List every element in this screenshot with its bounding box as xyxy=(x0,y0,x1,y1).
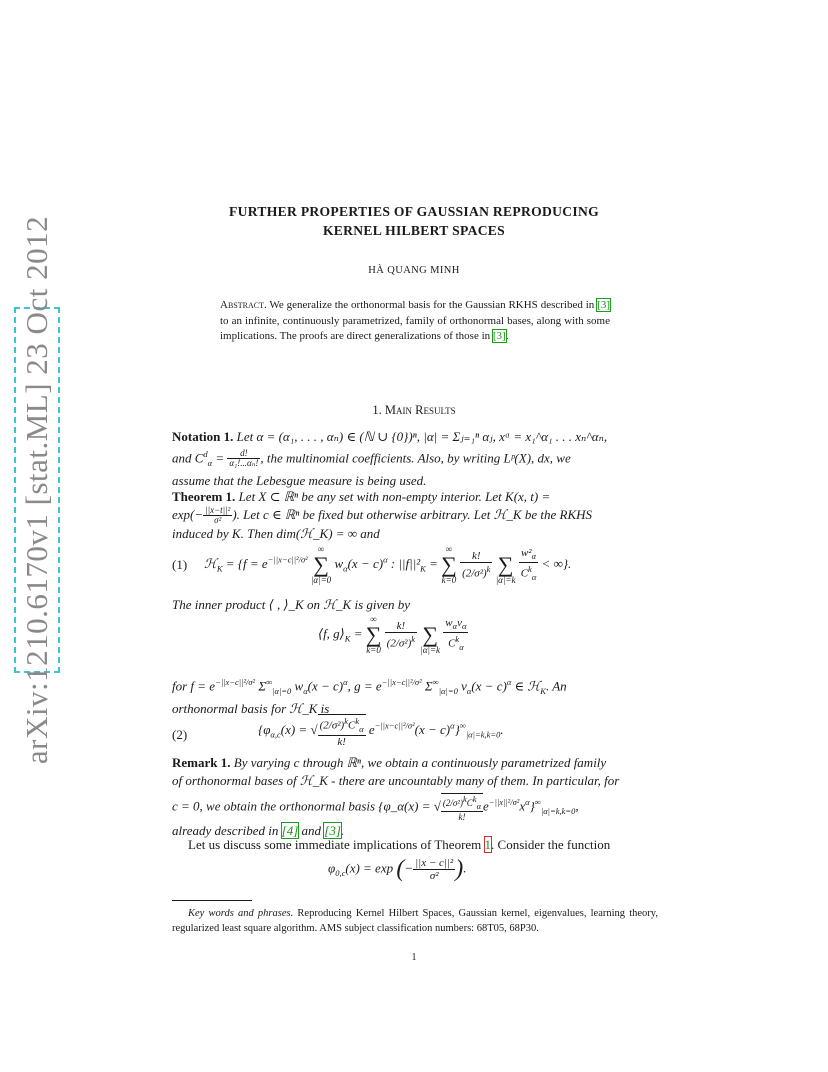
remark-line-1: By varying c through ℝⁿ, we obtain a continuously parametrized family xyxy=(233,755,607,770)
arxiv-stamp: arXiv:1210.6170v1 [stat.ML] 23 Oct 2012 xyxy=(14,307,60,673)
equation-1-number: (1) xyxy=(172,557,188,572)
equation-2: {$\varphi_{\alpha,c}(x)$ = √ $\frac{(2/\sigma^2)^kC^k_\alpha}{k!}$ $e^{-||x-c||^2/\sigma^2}(x - c)^\alpha\}^\infty_{|\alpha|=k,k=0}$. xyxy=(258,716,504,748)
notation-line-1: Let α = (α₁, . . . , αₙ) ∈ (ℕ ∪ {0})ⁿ, |α| = Σⱼ₌₁ⁿ αⱼ, xᵅ = x₁^α₁ . . . xₙ^αₙ, xyxy=(236,429,608,444)
abstract xyxy=(220,298,610,345)
footnote xyxy=(172,907,658,936)
inner-product-text: The inner product ⟨ , ⟩_K on ℋ_K is given by xyxy=(172,597,411,612)
notation-label: Notation 1. xyxy=(172,429,234,444)
remark-line-2: of orthonormal bases of ℋ_K - there are uncountably many of them. In particular, for xyxy=(172,772,620,788)
equation-2-number: (2) xyxy=(172,727,188,742)
theorem-line-2: Let c ∈ ℝⁿ be fixed but otherwise arbitrary. Let ℋ_K be the RKHS xyxy=(243,506,593,522)
remark-line-4b: and xyxy=(298,822,325,838)
multinomial-fraction: $\frac{d!}{\text{α₁!...αₙ!}}$ xyxy=(229,448,259,469)
inner-product-equation: ⟨f, $g⟩_K$ = ∞ ∑ k=0 $\frac{k!}{(2/\sigma^2)^k}$ ∑ |α|=k $\frac{w_\alpha v_\alpha}{C^k_\alpha}$ xyxy=(318,614,467,655)
title-line-2: KERNEL HILBERT SPACES xyxy=(322,223,506,238)
notation-line-3: assume that the Lebesgue measure is being used. xyxy=(172,472,427,488)
remark-block: Remark 1. By varying c through ℝⁿ, we obtain a continuously parametrized family of orthonormal bases of ℋ_K - there are uncountably many of them. In particular, for c = 0, we obtain the orthonormal basis {φ_α(x) = √ $\frac{(2/\sigma^2)^kC^k_\alpha}{k!}$ $e^{-||x||^2/\sigma^2}x^\alpha\}^\infty_{|\alpha|=k,k=0}$, already described in [4] and [3]. xyxy=(172,754,658,839)
theorem-block: Theorem 1. Let X ⊂ ℝⁿ be any set with non-empty interior. Let K(x, t) = exp(− $\frac{\text{||x−t||²}}{\text{σ²}}$ ). Let c ∈ ℝⁿ be fixed but otherwise arbitrary. Let ℋ_K be the RKHS induced by K. Then dim(ℋ_K) = ∞ and xyxy=(172,488,658,543)
footnote-label: Key words and phrases. xyxy=(188,908,294,919)
basis-text: orthonormal basis for ℋ_K is xyxy=(172,701,330,717)
remark-line-4a: already described in xyxy=(172,822,282,838)
abstract-text-b: to an infinite, continuously parametrized, family of orthonormal bases, along with some implications. The proofs are direct generalizations of those in xyxy=(220,314,610,343)
citation-link-4[interactable]: [4] xyxy=(281,822,299,838)
notation-block: Notation 1. Let α = (α₁, . . . , αₙ) ∈ (ℕ ∪ {0})ⁿ, |α| = Σⱼ₌₁ⁿ αⱼ, xᵅ = x₁^α₁ . . . xₙ^αₙ, and $C^d_\alpha$ = $\frac{d!}{\text{α₁!...αₙ!}}$ , the multinomial coefficients. Also, by writing Lᵖ(X), dx, we assume that the Lebesgue measure is being used. xyxy=(172,428,658,489)
theorem-ref-link[interactable]: 1 xyxy=(484,837,492,852)
functions-definition: for $f = e^{-||x-c||^2/\sigma^2}$ $\Sigma^\infty_{|\alpha|=0}$ $w_\alpha(x - c)^\alpha$, $g = e^{-||x-c||^2/\sigma^2}$ $\Sigma^\infty_{|\alpha|=0}$ $v_\alpha(x - c)^\alpha$ ∈ ℋ$_K$. An orthonormal basis for ℋ_K is xyxy=(172,674,658,718)
notation-line-2: the multinomial coefficients. Also, by writing Lᵖ(X), dx, we xyxy=(266,449,571,465)
citation-link-3[interactable]: [3] xyxy=(597,299,610,311)
section-heading: 1. Main Results xyxy=(372,403,456,417)
paper-title xyxy=(172,202,656,240)
abstract-text-a: We generalize the orthonormal basis for the Gaussian RKHS described in xyxy=(266,299,598,311)
abstract-text-c: . xyxy=(505,330,509,343)
discussion-paragraph xyxy=(172,836,658,854)
footnote-rule xyxy=(172,900,252,901)
remark-line-4c: . xyxy=(340,822,345,838)
theorem-line-3: induced by K. Then dim(ℋ_K) = ∞ and xyxy=(172,526,380,542)
page-number: 1 xyxy=(411,952,417,963)
phi-function-equation: $\varphi_{0,c}(x) = \exp$ (− $\frac{\text{||x − c||²}}{\text{σ²}}$ ). xyxy=(328,856,467,882)
citation-link-3b[interactable]: [3] xyxy=(492,330,506,343)
citation-link-3c[interactable]: [3] xyxy=(324,822,341,838)
remark-label: Remark 1. xyxy=(172,755,231,770)
remark-line-3: c = 0, we obtain the orthonormal basis {φ_α(x) = xyxy=(172,798,431,814)
theorem-label: Theorem 1. xyxy=(172,489,236,504)
equation-1: ℋ$_K$ = {$f = e^{-||x-c||^2/\sigma^2}$ ∞ ∑ |α|=0 $w_\alpha(x - c)^\alpha$ : $||f||^2_K$ = ∞ ∑ k=0 $\frac{k!}{(2/\sigma^2)^k}$ ∑ |α|=k $\frac{w^2_\alpha}{C^k_\alpha}$ < ∞}. xyxy=(204,544,572,585)
discussion-text-b: . Consider the function xyxy=(491,837,611,852)
for-text: for f = e xyxy=(172,678,216,694)
kernel-fraction: $\frac{\text{||x−t||²}}{\text{σ²}}$ xyxy=(205,505,231,526)
theorem-line-1: Let X ⊂ ℝⁿ be any set with non-empty interior. Let K(x, t) = xyxy=(238,489,551,504)
discussion-text-a: Let us discuss some immediate implications of Theorem xyxy=(188,837,485,852)
title-line-1: FURTHER PROPERTIES OF GAUSSIAN REPRODUCING xyxy=(229,204,599,219)
footnote-text: Reproducing Kernel Hilbert Spaces, Gaussian kernel, eigenvalues, learning theory, regularized least square algorithm. AMS subject classification numbers: 68T05, 68P30. xyxy=(172,908,658,934)
abstract-label: Abstract. xyxy=(220,299,267,311)
author: HÀ QUANG MINH xyxy=(368,265,460,276)
